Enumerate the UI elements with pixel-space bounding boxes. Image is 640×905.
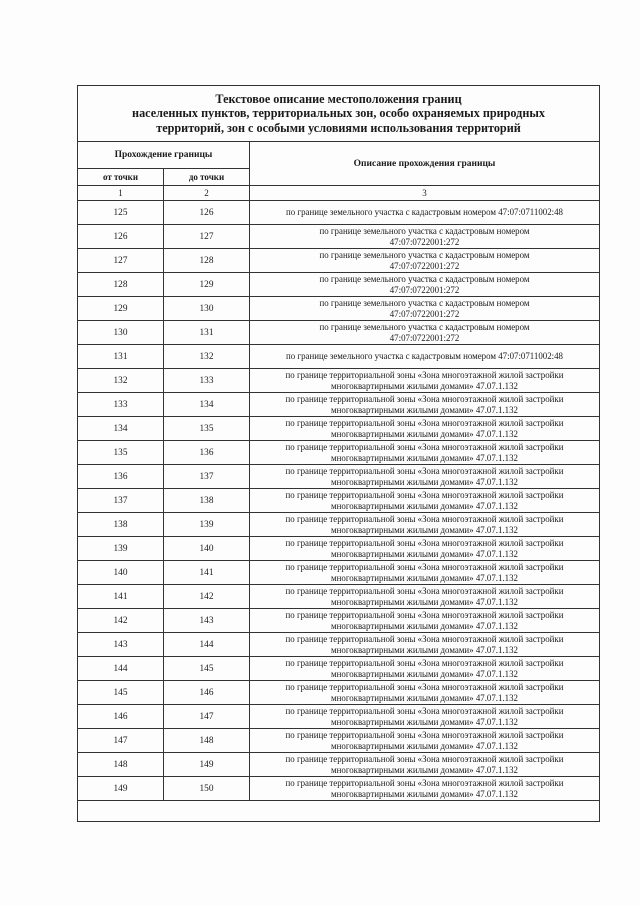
from-point-cell: 142 xyxy=(78,609,164,633)
boundary-description-table xyxy=(77,85,600,822)
to-point-cell: 129 xyxy=(164,273,250,297)
description-line-1: по границе территориальной зоны «Зона многоэтажной жилой застройки xyxy=(285,394,564,404)
description-line-1: по границе земельного участка с кадастровым номером xyxy=(319,322,530,332)
description-cell xyxy=(250,633,600,657)
table-body xyxy=(78,86,600,822)
description-line-1: по границе земельного участка с кадастровым номером xyxy=(319,226,530,236)
from-point-cell: 141 xyxy=(78,585,164,609)
table-row xyxy=(78,297,600,321)
boundary-passage-header: Прохождение границы xyxy=(78,142,250,169)
description-cell xyxy=(250,345,600,369)
column-number-row xyxy=(78,186,600,201)
description-line-1: по границе территориальной зоны «Зона многоэтажной жилой застройки xyxy=(285,610,564,620)
from-point-cell: 137 xyxy=(78,489,164,513)
from-point-cell: 130 xyxy=(78,321,164,345)
description-line-2: многоквартирными жилыми домами» 47.07.1.132 xyxy=(331,380,518,391)
to-point-cell: 138 xyxy=(164,489,250,513)
description-line-1: по границе территориальной зоны «Зона многоэтажной жилой застройки xyxy=(285,562,564,572)
table-row xyxy=(78,489,600,513)
description-line-1: по границе территориальной зоны «Зона многоэтажной жилой застройки xyxy=(285,754,564,764)
to-point-cell: 150 xyxy=(164,777,250,801)
description-cell xyxy=(250,657,600,681)
description-line-1: по границе территориальной зоны «Зона многоэтажной жилой застройки xyxy=(285,442,564,452)
from-point-cell: 128 xyxy=(78,273,164,297)
from-point-cell: 146 xyxy=(78,705,164,729)
description-line-1: по границе земельного участка с кадастровым номером xyxy=(319,250,530,260)
description-line-1: по границе земельного участка с кадастровым номером xyxy=(319,298,530,308)
description-line-1: по границе территориальной зоны «Зона многоэтажной жилой застройки xyxy=(285,370,564,380)
description-line-2: многоквартирными жилыми домами» 47.07.1.132 xyxy=(331,572,518,583)
description-cell xyxy=(250,537,600,561)
table-row xyxy=(78,705,600,729)
description-line-1: по границе земельного участка с кадастровым номером 47:07:0711002:48 xyxy=(286,207,563,218)
title-line-2: населенных пунктов, территориальных зон, особо охраняемых природных xyxy=(132,106,545,121)
column-number-2: 2 xyxy=(164,186,250,201)
description-line-1: по границе территориальной зоны «Зона многоэтажной жилой застройки xyxy=(285,586,564,596)
table-row xyxy=(78,657,600,681)
table-row xyxy=(78,633,600,657)
to-point-cell: 128 xyxy=(164,249,250,273)
to-point-header: до точки xyxy=(164,169,250,186)
description-line-2: многоквартирными жилыми домами» 47.07.1.132 xyxy=(331,548,518,559)
to-point-cell: 132 xyxy=(164,345,250,369)
table-row xyxy=(78,273,600,297)
from-point-cell: 126 xyxy=(78,225,164,249)
description-line-1: по границе территориальной зоны «Зона многоэтажной жилой застройки xyxy=(285,466,564,476)
to-point-cell: 135 xyxy=(164,417,250,441)
to-point-cell: 146 xyxy=(164,681,250,705)
description-line-2: многоквартирными жилыми домами» 47.07.1.132 xyxy=(331,500,518,511)
description-line-1: по границе территориальной зоны «Зона многоэтажной жилой застройки xyxy=(285,658,564,668)
description-cell xyxy=(250,753,600,777)
to-point-cell: 140 xyxy=(164,537,250,561)
table-row xyxy=(78,465,600,489)
description-line-1: по границе территориальной зоны «Зона многоэтажной жилой застройки xyxy=(285,538,564,548)
description-cell xyxy=(250,489,600,513)
to-point-cell: 134 xyxy=(164,393,250,417)
table-row xyxy=(78,777,600,801)
description-cell xyxy=(250,441,600,465)
table-row xyxy=(78,441,600,465)
description-line-2: многоквартирными жилыми домами» 47.07.1.132 xyxy=(331,596,518,607)
description-cell xyxy=(250,201,600,225)
to-point-cell: 139 xyxy=(164,513,250,537)
title-row xyxy=(78,86,600,142)
title-line-3: территорий, зон с особыми условиями использования территорий xyxy=(156,120,521,135)
from-point-cell: 140 xyxy=(78,561,164,585)
description-cell xyxy=(250,369,600,393)
from-point-cell: 125 xyxy=(78,201,164,225)
description-line-2: многоквартирными жилыми домами» 47.07.1.132 xyxy=(331,788,518,799)
document-title xyxy=(78,86,600,142)
description-cell xyxy=(250,681,600,705)
description-line-2: многоквартирными жилыми домами» 47.07.1.132 xyxy=(331,740,518,751)
table-row xyxy=(78,417,600,441)
description-cell xyxy=(250,297,600,321)
to-point-cell: 137 xyxy=(164,465,250,489)
table-row xyxy=(78,537,600,561)
description-line-2: многоквартирными жилыми домами» 47.07.1.132 xyxy=(331,476,518,487)
description-line-1: по границе территориальной зоны «Зона многоэтажной жилой застройки xyxy=(285,706,564,716)
from-point-cell: 138 xyxy=(78,513,164,537)
table-row xyxy=(78,729,600,753)
description-line-2: 47:07:0722001:272 xyxy=(389,260,460,271)
table-row xyxy=(78,513,600,537)
to-point-cell: 126 xyxy=(164,201,250,225)
table-row xyxy=(78,561,600,585)
description-line-2: многоквартирными жилыми домами» 47.07.1.132 xyxy=(331,428,518,439)
from-point-cell: 139 xyxy=(78,537,164,561)
from-point-cell: 127 xyxy=(78,249,164,273)
to-point-cell: 143 xyxy=(164,609,250,633)
to-point-cell: 148 xyxy=(164,729,250,753)
from-point-cell: 132 xyxy=(78,369,164,393)
description-cell xyxy=(250,249,600,273)
to-point-cell: 131 xyxy=(164,321,250,345)
description-cell xyxy=(250,513,600,537)
table-row xyxy=(78,681,600,705)
table-row xyxy=(78,393,600,417)
description-line-2: многоквартирными жилыми домами» 47.07.1.132 xyxy=(331,716,518,727)
description-cell xyxy=(250,777,600,801)
description-cell xyxy=(250,585,600,609)
description-cell xyxy=(250,321,600,345)
to-point-cell: 130 xyxy=(164,297,250,321)
title-line-1: Текстовое описание местоположения границ xyxy=(215,91,462,106)
description-line-2: многоквартирными жилыми домами» 47.07.1.132 xyxy=(331,452,518,463)
description-cell xyxy=(250,417,600,441)
description-cell xyxy=(250,465,600,489)
description-line-2: многоквартирными жилыми домами» 47.07.1.132 xyxy=(331,524,518,535)
description-line-1: по границе земельного участка с кадастровым номером xyxy=(319,274,530,284)
to-point-cell: 149 xyxy=(164,753,250,777)
description-line-2: многоквартирными жилыми домами» 47.07.1.132 xyxy=(331,644,518,655)
empty-row xyxy=(78,801,600,822)
description-line-2: многоквартирными жилыми домами» 47.07.1.132 xyxy=(331,692,518,703)
from-point-cell: 147 xyxy=(78,729,164,753)
from-point-cell: 129 xyxy=(78,297,164,321)
from-point-cell: 136 xyxy=(78,465,164,489)
description-cell xyxy=(250,729,600,753)
description-cell xyxy=(250,225,600,249)
description-cell xyxy=(250,393,600,417)
from-point-cell: 148 xyxy=(78,753,164,777)
description-cell xyxy=(250,609,600,633)
description-line-2: многоквартирными жилыми домами» 47.07.1.132 xyxy=(331,620,518,631)
description-line-1: по границе территориальной зоны «Зона многоэтажной жилой застройки xyxy=(285,730,564,740)
from-point-cell: 131 xyxy=(78,345,164,369)
table-row xyxy=(78,369,600,393)
description-line-1: по границе территориальной зоны «Зона многоэтажной жилой застройки xyxy=(285,778,564,788)
from-point-cell: 145 xyxy=(78,681,164,705)
description-cell xyxy=(250,561,600,585)
from-point-header: от точки xyxy=(78,169,164,186)
description-line-2: 47:07:0722001:272 xyxy=(389,284,460,295)
to-point-cell: 133 xyxy=(164,369,250,393)
to-point-cell: 144 xyxy=(164,633,250,657)
to-point-cell: 141 xyxy=(164,561,250,585)
to-point-cell: 136 xyxy=(164,441,250,465)
from-point-cell: 149 xyxy=(78,777,164,801)
to-point-cell: 147 xyxy=(164,705,250,729)
description-cell xyxy=(250,273,600,297)
table-row xyxy=(78,753,600,777)
description-line-1: по границе территориальной зоны «Зона многоэтажной жилой застройки xyxy=(285,514,564,524)
table-row xyxy=(78,225,600,249)
to-point-cell: 145 xyxy=(164,657,250,681)
description-line-1: по границе территориальной зоны «Зона многоэтажной жилой застройки xyxy=(285,682,564,692)
description-line-2: многоквартирными жилыми домами» 47.07.1.132 xyxy=(331,404,518,415)
from-point-cell: 144 xyxy=(78,657,164,681)
from-point-cell: 133 xyxy=(78,393,164,417)
description-line-2: 47:07:0722001:272 xyxy=(389,236,460,247)
empty-cell xyxy=(78,801,600,822)
description-cell xyxy=(250,705,600,729)
to-point-cell: 142 xyxy=(164,585,250,609)
table-row xyxy=(78,609,600,633)
table-row xyxy=(78,249,600,273)
table-row xyxy=(78,201,600,225)
header-row xyxy=(78,142,600,169)
description-line-1: по границе территориальной зоны «Зона многоэтажной жилой застройки xyxy=(285,418,564,428)
column-number-3: 3 xyxy=(250,186,600,201)
column-number-1: 1 xyxy=(78,186,164,201)
to-point-cell: 127 xyxy=(164,225,250,249)
table-row xyxy=(78,585,600,609)
from-point-cell: 135 xyxy=(78,441,164,465)
description-header: Описание прохождения границы xyxy=(250,142,600,186)
description-line-1: по границе территориальной зоны «Зона многоэтажной жилой застройки xyxy=(285,490,564,500)
description-line-1: по границе территориальной зоны «Зона многоэтажной жилой застройки xyxy=(285,634,564,644)
from-point-cell: 134 xyxy=(78,417,164,441)
description-line-2: многоквартирными жилыми домами» 47.07.1.132 xyxy=(331,764,518,775)
description-line-2: 47:07:0722001:272 xyxy=(389,308,460,319)
description-line-2: 47:07:0722001:272 xyxy=(389,332,460,343)
table-row xyxy=(78,321,600,345)
description-line-1: по границе земельного участка с кадастровым номером 47:07:0711002:48 xyxy=(286,351,563,362)
description-line-2: многоквартирными жилыми домами» 47.07.1.132 xyxy=(331,668,518,679)
from-point-cell: 143 xyxy=(78,633,164,657)
table-row xyxy=(78,345,600,369)
